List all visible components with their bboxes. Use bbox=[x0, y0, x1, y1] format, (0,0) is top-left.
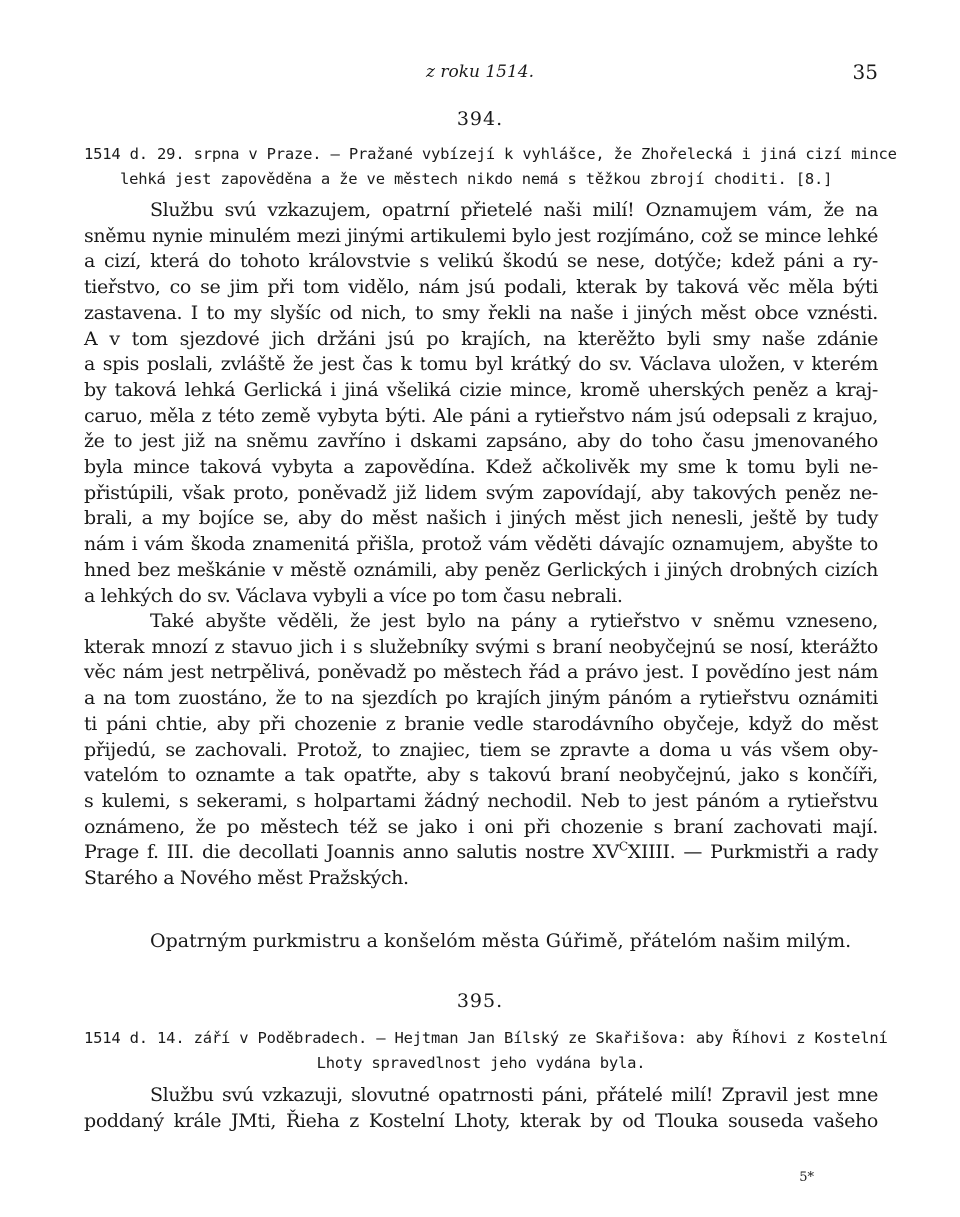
text-line: že to jest již na sněmu zavříno i dskami zapsáno, aby do toho času jmenovaného bbox=[84, 430, 878, 453]
superscript-c: C bbox=[618, 840, 628, 854]
text-line: a cizí, která do tohoto královstvie s velikú škodú se nese, dotýče; kdež páni a ry- bbox=[84, 250, 878, 273]
text-line: A v tom sjezdové jich držáni jsú po krajích, na kterěžto byli smy naše zdánie bbox=[84, 327, 878, 350]
document-394-paragraph-1 bbox=[84, 198, 878, 609]
document-394-paragraph-2 bbox=[84, 609, 878, 892]
text-line: ti páni chtie, aby při chozenie z branie vedle starodávního obyčeje, když do měst bbox=[84, 712, 878, 735]
document-395-heading bbox=[84, 1026, 888, 1076]
text-line: zastavena. I to my slyšíc od nich, to smy řekli na naše i jiných měst obce vznésti. bbox=[84, 301, 878, 324]
text-line: sněmu nynie minulém mezi jinými artikulemi bylo jest rozjímáno, což se mince lehké bbox=[84, 224, 878, 247]
text-line: věc nám jest netrpělivá, poněvadž po městech řád a právo jest. I povědíno jest nám bbox=[84, 661, 878, 684]
running-title: z roku 1514. bbox=[425, 62, 535, 82]
dating-line bbox=[84, 840, 878, 866]
text-line: caruo, měla z této země vybyta býti. Ale páni a rytieřstvo nám jsú odepsali z krajuo, bbox=[84, 404, 878, 427]
text-line: přistúpili, však proto, poněvadž již lidem svým zapovídají, aby takových peněz ne- bbox=[84, 481, 878, 504]
text-line: Také abyšte věděli, že jest bylo na pány a rytieřstvo v sněmu vzneseno, bbox=[150, 610, 878, 632]
text-line: Službu svú vzkazuji, slovutné opatrnosti páni, přátelé milí! Zpravil jest mne bbox=[150, 1084, 878, 1106]
document-395-paragraph-1 bbox=[84, 1083, 878, 1134]
text-line: Službu svú vzkazujem, opatrní přietelé naši milí! Oznamujem vám, že na bbox=[150, 199, 878, 221]
dating-text-end: XIIII. — Purkmistři a rady bbox=[627, 841, 879, 864]
document-number-394: 394. bbox=[456, 108, 504, 130]
text-line: poddaný krále JMti, Řieha z Kostelní Lhoty, kterak by od Tlouka souseda vašeho bbox=[84, 1109, 878, 1132]
text-line: hned bez meškánie v městě oznámili, aby peněz Gerlických i jiných drobných cizích bbox=[84, 558, 878, 581]
heading-line: Lhoty spravedlnost jeho vydána byla. bbox=[316, 1054, 646, 1072]
signatories-line: Starého a Nového měst Pražských. bbox=[84, 867, 409, 890]
text-line: a na tom zuostáno, že to na sjezdích po krajích jiným pánóm a rytieřstvu oznámiti bbox=[84, 687, 878, 710]
document-number-395: 395. bbox=[456, 990, 504, 1012]
text-line: vatelóm to oznamte a tak opatřte, aby s takovú braní neobyčejnú, jako s končíři, bbox=[84, 764, 878, 787]
document-394-heading bbox=[84, 142, 897, 192]
text-line: brali, a my bojíce se, aby do měst našich i jiných měst jich nenesli, ještě by tudy bbox=[84, 507, 878, 530]
heading-line: 1514 d. 29. srpna v Praze. — Pražané vybízejí k vyhlášce, že Zhořelecká i jiná cizí mince bbox=[84, 145, 897, 163]
text-line: s kulemi, s sekerami, s holpartami žádný nechodil. Neb to jest pánóm a rytieřstvu bbox=[84, 789, 878, 812]
signature-mark: 5* bbox=[799, 1170, 814, 1185]
heading-line: 1514 d. 14. září v Poděbradech. — Hejtman Jan Bílský ze Skařišova: aby Říhovi z Kostelní bbox=[84, 1029, 888, 1047]
text-line: kterak mnozí z stavuo jich i s služebníky svými s braní neobyčejnú se nosí, kterážto bbox=[84, 635, 878, 658]
dating-text: Prage f. III. die decollati Joannis anno salutis nostre XV bbox=[84, 841, 619, 864]
address-line: Opatrným purkmistru a konšelóm města Gúřimě, přátelóm našim milým. bbox=[150, 930, 852, 952]
text-line: by taková lehká Gerlická i jiná všeliká cizie mince, kromě uherských peněz a kraj- bbox=[84, 378, 878, 401]
heading-line: lehká jest zapověděna a že ve městech nikdo nemá s těžkou zbrojí choditi. [8.] bbox=[120, 170, 833, 188]
text-line: a spis poslali, zvláště že jest čas k tomu byl krátký do sv. Václava uložen, v kterém bbox=[84, 353, 878, 376]
text-line: nám i vám škoda znamenitá přišla, protož vám věděti dávajíc oznamujem, abyšte to bbox=[84, 533, 878, 556]
running-head bbox=[0, 62, 960, 86]
text-line: přijedú, se zachovali. Protož, to znajiec, tiem se zpravte a doma u vás všem oby- bbox=[84, 738, 878, 761]
text-line: tieřstvo, co se jim při tom vidělo, nám jsú podali, kterak by taková věc měla býti bbox=[84, 276, 878, 299]
text-line: a lehkých do sv. Václava vybyli a více po tom času nebrali. bbox=[84, 584, 623, 607]
text-line: byla mince taková vybyta a zapovědína. Kdež ačkolivěk my sme k tomu byli ne- bbox=[84, 456, 878, 479]
page-number: 35 bbox=[852, 60, 878, 84]
text-line: oznámeno, že po městech též se jako i oni při chozenie s braní zachovati mají. bbox=[84, 815, 878, 838]
